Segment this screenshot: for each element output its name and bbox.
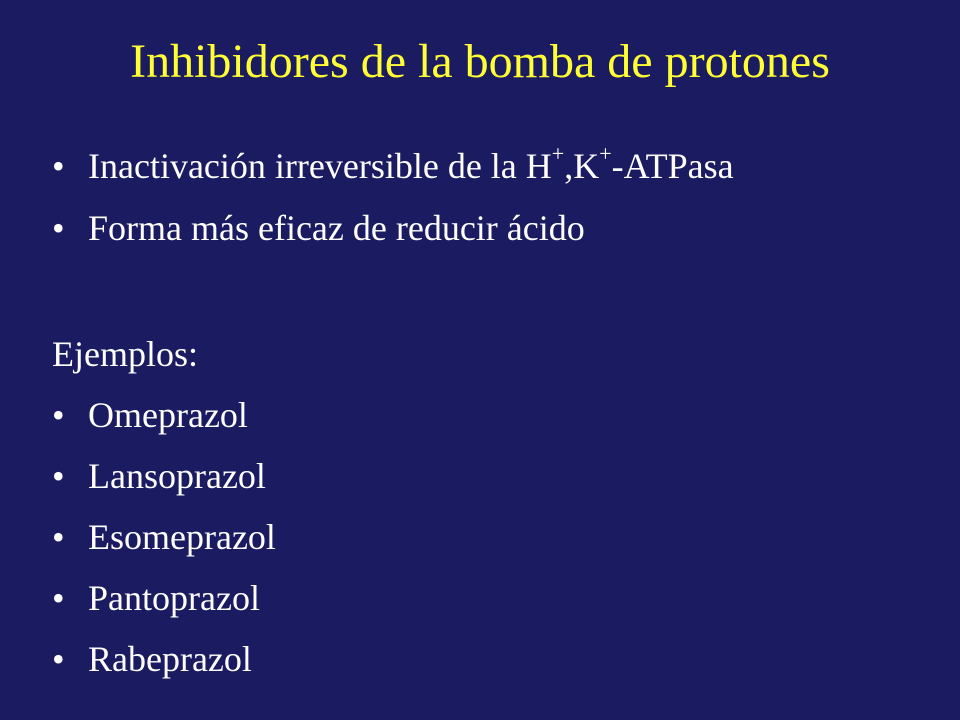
example-text: Rabeprazol <box>88 639 252 679</box>
bullet-icon: • <box>52 639 65 679</box>
example-text: Lansoprazol <box>88 456 266 496</box>
bullet-text-part: -ATPasa <box>611 146 734 186</box>
bullet-icon: • <box>52 456 65 496</box>
example-item <box>52 395 248 435</box>
bullet-text-part: ,K <box>564 146 600 186</box>
bullet-item-acid-reduction <box>52 208 585 248</box>
examples-heading: Ejemplos: <box>52 334 198 374</box>
example-text: Pantoprazol <box>88 578 260 618</box>
example-text: Esomeprazol <box>88 517 276 557</box>
example-text: Omeprazol <box>88 395 248 435</box>
example-item <box>52 517 276 557</box>
bullet-icon: • <box>52 395 65 435</box>
example-item <box>52 578 260 618</box>
example-item <box>52 456 266 496</box>
example-item <box>52 639 252 679</box>
bullet-icon: • <box>52 208 65 248</box>
bullet-icon: • <box>52 578 65 618</box>
bullet-icon: • <box>52 146 65 186</box>
superscript-plus: + <box>599 141 612 166</box>
bullet-item-inactivation <box>52 141 734 186</box>
slide-title: Inhibidores de la bomba de protones <box>130 35 830 88</box>
bullet-icon: • <box>52 517 65 557</box>
bullet-text: Forma más eficaz de reducir ácido <box>88 208 585 248</box>
superscript-plus: + <box>551 141 565 166</box>
bullet-text-part: Inactivación irreversible de la H <box>88 146 552 186</box>
